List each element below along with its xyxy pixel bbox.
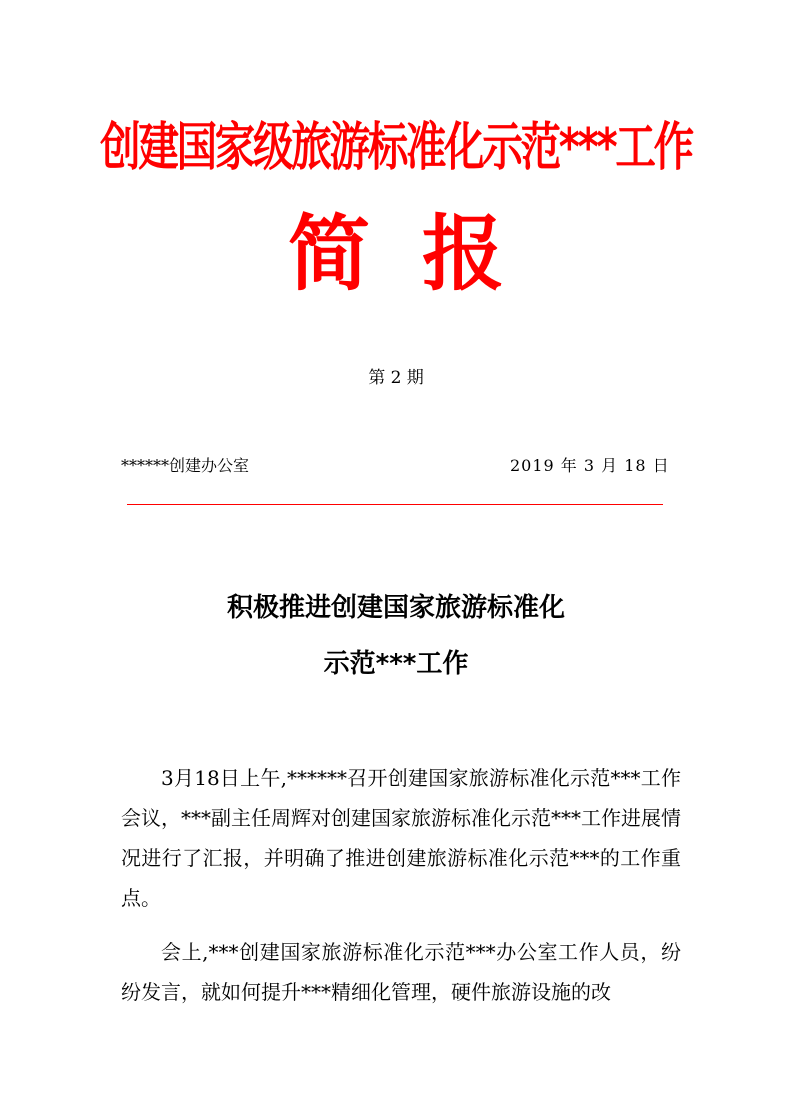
article-headline-line2: 示范***工作 — [323, 649, 469, 679]
issue-date: 2019 年 3 月 18 日 — [510, 456, 670, 475]
issuing-office: ******创建办公室 — [121, 456, 250, 475]
red-divider — [127, 504, 663, 505]
article-paragraph: 会上,***创建国家旅游标准化示范***办公室工作人员，纷纷发言，就如何提升***精细化管理，硬件旅游设施的改 — [121, 940, 681, 1004]
article-paragraph: 3月18日上午,******召开创建国家旅游标准化示范***工作会议，***副主任周辉对创建国家旅游标准化示范***工作进展情况进行了汇报，并明确了推进创建旅游标准化示范***的工作重点。 — [121, 766, 681, 910]
article-headline-line1: 积极推进创建国家旅游标准化 — [226, 593, 565, 623]
article-body — [121, 758, 681, 1026]
issue-number: 第 2 期 — [368, 368, 424, 388]
masthead-subtitle: 简报 — [287, 207, 556, 302]
masthead-title: 创建国家级旅游标准化示范***工作 — [100, 118, 692, 178]
